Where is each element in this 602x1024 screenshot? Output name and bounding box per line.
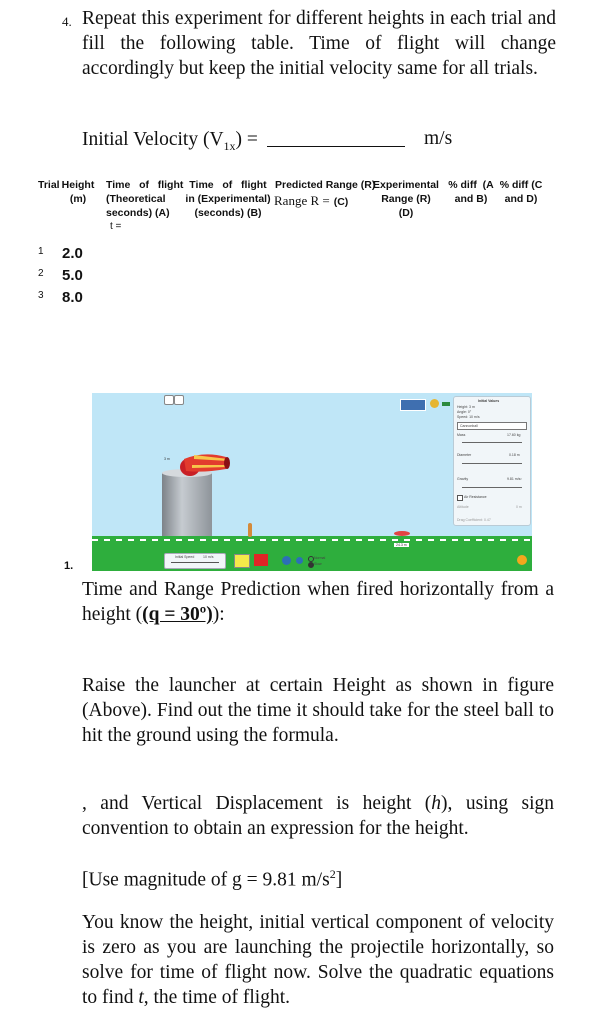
target[interactable]	[394, 531, 410, 536]
tape-icon[interactable]	[442, 402, 450, 406]
step-4-instruction	[62, 6, 556, 81]
height-value: 5.0	[62, 267, 83, 284]
paragraph-vertical-displacement: , and Vertical Displacement is height (h), using sign convention to obtain an expression for the height.	[82, 793, 554, 839]
header-diff-a-b: % diff (A and B)	[448, 179, 494, 205]
step-4-text: Repeat this experiment for different heights in each trial and fill the following table. Time of flight will change accordingly but keep the initial velocity same for all trials.	[82, 8, 556, 79]
fire-button[interactable]	[254, 554, 268, 566]
header-diff-c-d: % diff (C and D)	[499, 179, 543, 205]
paragraph-time-of-flight: You know the height, initial vertical component of velocity is zero as you are launching the projectile horizontally, so solve for time of flight now. Solve the quadratic equations to find t, the time of flight.	[82, 912, 554, 1008]
theoretical-time-formula: t =	[110, 221, 122, 232]
height-value: 8.0	[62, 289, 83, 306]
height-tag: 3 m	[164, 457, 170, 461]
trial-number: 3	[38, 290, 44, 301]
range-tag: 24.3 m	[396, 543, 407, 547]
zoom-in-icon[interactable]	[174, 395, 184, 405]
projectile-select[interactable]: Cannonball	[457, 422, 527, 430]
air-resistance-checkbox[interactable]	[457, 495, 463, 501]
eraser-icon[interactable]	[234, 554, 250, 568]
reset-button[interactable]	[517, 555, 527, 565]
cannon-launcher[interactable]	[174, 447, 234, 477]
play-pause-button[interactable]	[282, 556, 291, 565]
measure-tool-icon[interactable]	[400, 399, 426, 411]
gravity-slider[interactable]	[462, 487, 522, 488]
header-experimental-range: Experimental Range (R) (D)	[373, 179, 439, 219]
paragraph-raise-launcher: Raise the launcher at certain Height as shown in figure (Above). Find out the time it should take for the steel ball to hit the ground using the formula.	[82, 675, 554, 746]
speed-normal-label: Normal	[314, 556, 326, 560]
projectile-simulation-figure	[92, 393, 532, 571]
predicted-range-formula: Range R = (C)	[274, 193, 349, 208]
ground-rail	[92, 539, 532, 541]
stopwatch-icon[interactable]	[430, 399, 439, 408]
launcher-tower	[162, 472, 212, 540]
speed-slow-label: Slow	[314, 562, 322, 566]
height-value: 2.0	[62, 245, 83, 262]
section-heading: Time and Range Prediction when fired horizontally from a height ((q = 30º)):	[82, 579, 554, 625]
trial-number: 2	[38, 268, 44, 279]
header-height: Height (m)	[61, 179, 95, 205]
initial-velocity-line	[82, 128, 502, 154]
trial-number: 1	[38, 246, 44, 257]
zoom-out-icon[interactable]	[164, 395, 174, 405]
figure-label: 1.	[64, 560, 74, 572]
initial-velocity-unit: m/s	[424, 128, 453, 149]
header-trial: Trial	[38, 179, 60, 191]
step-button[interactable]	[296, 557, 303, 564]
header-theoretical-time: Time of flight (Theoretical seconds) (A)	[106, 179, 184, 219]
header-predicted-range: Predicted Range (R)	[275, 179, 376, 191]
paragraph-gravity-note: [Use magnitude of g = 9.81 $m/s^2$]	[82, 867, 343, 891]
header-experimental-time: Time of flight in (Experimental) (seconds) (B)	[185, 179, 271, 219]
diameter-slider[interactable]	[462, 463, 522, 464]
initial-velocity-label: Initial Velocity $(V_{1x})$ =	[82, 129, 258, 153]
initial-velocity-blank	[267, 128, 405, 147]
initial-values-panel: Initial Values Height: 3 m Angle: 0° Speed: 10 m/s Cannonball Mass 17.60 kg Diameter 0.18 m Gravity 9.81 m/s² Air Resistance Altitude 0 m Drag Coefficient: 0.47	[453, 396, 531, 526]
initial-speed-control[interactable]: Initial Speed 10 m/s	[164, 553, 226, 569]
person-figure	[248, 523, 252, 537]
step-number: 4.	[62, 14, 72, 29]
mass-slider[interactable]	[462, 442, 522, 443]
